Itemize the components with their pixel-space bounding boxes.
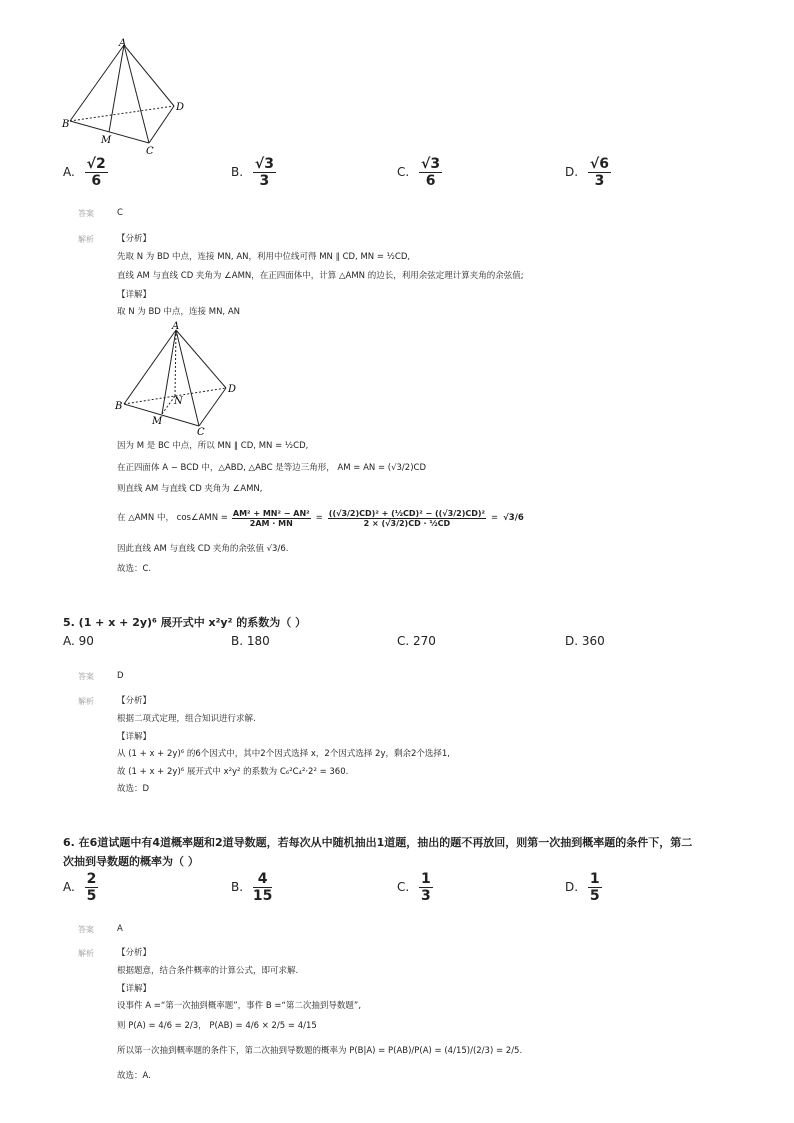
q5-option-a[interactable]: A. 90 [63, 634, 94, 648]
option-letter: C. [397, 165, 410, 179]
q6-stem-line-1: 6. 在6道试题中有4道概率题和2道导数题，若每次从中随机抽出1道题，抽出的题不再放回，则第一次抽到概率题的条件下，第二 [63, 836, 693, 849]
q5-line-3: 故 (1 + x + 2y)⁶ 展开式中 x²y² 的系数为 C₆²C₄²·2² = 360. [117, 767, 349, 777]
q5-xiangjie: 【详解】 [117, 732, 152, 742]
edge-AB [124, 330, 176, 404]
q5-option-d[interactable]: D. 360 [565, 634, 605, 648]
equals-2: = [491, 513, 499, 523]
q6-option-a[interactable]: A. $\frac{2}{5}$ [63, 871, 97, 904]
q5-option-c[interactable]: C. 270 [397, 634, 436, 648]
q4-answer: C [117, 208, 123, 218]
option-fraction: $\frac{√6}{3}$ [589, 156, 609, 189]
option-fraction: $\frac{√3}{6}$ [421, 156, 441, 189]
q6-fenxi: 【分析】 [117, 948, 152, 958]
tetrahedron-figure-2 [112, 318, 252, 436]
q4-xiangjie: 【详解】 [117, 290, 152, 300]
q5-line-4: 故选：D [117, 784, 150, 794]
q4-fenxi: 【分析】 [117, 234, 152, 244]
q5-line-2: 从 (1 + x + 2y)⁶ 的6个因式中，其中2个因式选择 x，2个因式选择 2y，剩余2个选择1, [117, 749, 450, 759]
label-M: M [101, 135, 112, 146]
edge-CD [199, 388, 226, 426]
option-letter: B. [231, 165, 244, 179]
q4-option-a[interactable] [63, 156, 108, 189]
q5-answer: D [117, 671, 124, 681]
edge-AN-hidden [175, 330, 176, 396]
q4-option-d[interactable] [565, 156, 611, 189]
q4-line-3: 取 N 为 BD 中点，连接 MN, AN [117, 307, 241, 317]
q6-option-d[interactable]: D. $\frac{1}{5}$ [565, 871, 600, 904]
q4-line-8: 因此直线 AM 与直线 CD 夹角的余弦值 √3/6. [117, 544, 289, 554]
q4-line-6: 则直线 AM 与直线 CD 夹角为 ∠AMN, [117, 484, 263, 494]
label-D: D [176, 102, 185, 113]
q5-answer-label: 答案 [78, 672, 94, 681]
cos-fraction-2: $\frac{\text{((√3/2)CD)² + (½CD)² − ((√3/2)CD)²}}{\text{2 × (√3/2)CD · ½CD}}$ [328, 508, 486, 528]
edge-AD [176, 330, 226, 388]
q6-analysis-label: 解析 [78, 949, 94, 958]
equals-1: = [315, 513, 323, 523]
q4-analysis-label: 解析 [78, 235, 94, 244]
q6-line-1: 根据题意，结合条件概率的计算公式，即可求解. [117, 966, 299, 976]
q6-line-4: 所以第一次抽到概率题的条件下，第二次抽到导数题的概率为 P(B|A) = P(AB)/P(A) = (4/15)/(2/3) = 2/5. [117, 1046, 523, 1056]
option-fraction: $\frac{√3}{3}$ [254, 156, 274, 189]
q4-line-2: 直线 AM 与直线 CD 夹角为 ∠AMN，在正四面体中，计算 △AMN 的边长，利用余弦定理计算夹角的余弦值; [117, 271, 524, 281]
q6-xiangjie: 【详解】 [117, 984, 152, 994]
label-B: B [115, 401, 123, 412]
cos-result: √3/6 [503, 513, 524, 523]
q4-line-7 [117, 500, 524, 536]
label-D: D [228, 384, 237, 395]
option-letter: A. [63, 165, 75, 179]
q6-line-2: 设事件 A =“第一次抽到概率题”，事件 B =“第二次抽到导数题”, [117, 1001, 362, 1011]
edge-AM [109, 45, 124, 132]
cos-fraction-1: $\frac{\text{AM² + MN² − AN²}}{2AM \cdot MN}$ [232, 508, 310, 528]
edge-AC [176, 330, 199, 426]
tetrahedron-figure-1 [60, 36, 200, 158]
q4-option-b[interactable] [231, 156, 276, 189]
cos-intro: 在 △AMN 中， cos∠AMN = [117, 513, 228, 523]
q4-line-4: 因为 M 是 BC 中点，所以 MN ∥ CD, MN = ½CD, [117, 441, 309, 451]
label-A: A [172, 321, 180, 332]
edge-AB [70, 45, 124, 121]
option-letter: D. [565, 165, 579, 179]
q6-stem-line-2: 次抽到导数题的概率为（ ） [63, 855, 199, 868]
label-M: M [152, 416, 163, 427]
q4-option-c[interactable] [397, 156, 442, 189]
q6-option-c[interactable]: C. $\frac{1}{3}$ [397, 871, 431, 904]
label-C: C [197, 427, 205, 436]
q4-line-1: 先取 N 为 BD 中点，连接 MN, AN，利用中位线可得 MN ∥ CD, MN = ½CD, [117, 252, 411, 262]
label-C: C [146, 146, 154, 157]
q4-line-5: 在正四面体 A − BCD 中，△ABD, △ABC 是等边三角形， AM = AN = (√3/2)CD [117, 463, 426, 473]
q6-answer: A [117, 924, 123, 934]
label-B: B [62, 119, 70, 130]
q5-analysis-label: 解析 [78, 697, 94, 706]
q5-option-b[interactable]: B. 180 [231, 634, 270, 648]
edge-CD [149, 106, 174, 143]
q5-fenxi: 【分析】 [117, 696, 152, 706]
q6-line-3: 则 P(A) = 4/6 = 2/3， P(AB) = 4/6 × 2/5 = 4/15 [117, 1021, 317, 1031]
q5-stem: 5. (1 + x + 2y)⁶ 展开式中 x²y² 的系数为（ ） [63, 616, 307, 629]
label-N: N [174, 396, 183, 407]
q6-option-b[interactable]: B. $\frac{4}{15}$ [231, 871, 273, 904]
edge-BD-hidden [70, 106, 174, 121]
q4-line-9: 故选：C. [117, 564, 152, 574]
q6-answer-label: 答案 [78, 925, 94, 934]
option-fraction: $\frac{√2}{6}$ [86, 156, 106, 189]
q4-answer-label: 答案 [78, 209, 94, 218]
q5-line-1: 根据二项式定理，组合知识进行求解. [117, 714, 256, 724]
q6-line-5: 故选：A. [117, 1071, 151, 1081]
label-A: A [119, 38, 127, 49]
